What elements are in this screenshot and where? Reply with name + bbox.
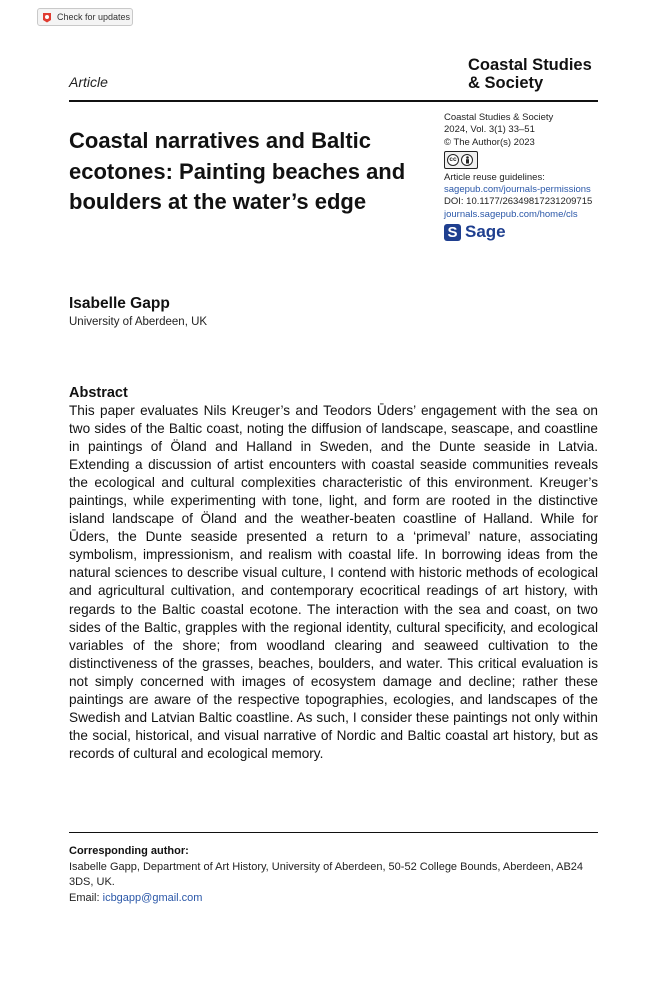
journal-brand-line-2: & Society [468,74,544,92]
meta-copyright: © The Author(s) 2023 [444,136,535,148]
sage-logo [444,224,614,241]
crossmark-icon [42,12,52,23]
author-name: Isabelle Gapp [69,295,170,312]
article-metadata [444,112,614,241]
footnote-divider [69,832,598,833]
corresponding-author [69,844,598,906]
abstract-heading: Abstract [69,385,128,401]
article-title: Coastal narratives and Baltic ecotones: Painting beaches and boulders at the water’s edge [69,128,406,214]
reuse-guidelines-link[interactable]: sagepub.com/journals-permissions [444,184,591,196]
journal-brand [468,56,608,92]
by-icon [461,154,473,166]
journal-home-link[interactable]: journals.sagepub.com/home/cls [444,208,578,220]
sage-s-icon: S [444,224,461,241]
cc-icon: cc [447,154,459,166]
meta-doi[interactable]: DOI: 10.1177/26349817231209715 [444,196,593,208]
journal-brand-line-1: Coastal Studies [468,56,592,74]
meta-citation: 2024, Vol. 3(1) 33–51 [444,124,535,136]
check-for-updates-button[interactable] [37,8,133,26]
article-type-label: Article [69,74,108,90]
email-label: Email: [69,891,100,904]
check-for-updates-label: Check for updates [57,12,131,22]
email-link[interactable]: icbgapp@gmail.com [102,891,203,904]
meta-journal: Coastal Studies & Society [444,112,554,123]
meta-reuse-label: Article reuse guidelines: [444,171,545,183]
corresponding-heading: Corresponding author: [69,845,189,857]
corresponding-address: Isabelle Gapp, Department of Art History, University of Aberdeen, 50-52 College Bounds, Aberdeen, AB24 3DS, UK. [69,860,584,888]
author-affiliation: University of Aberdeen, UK [69,316,208,328]
corresponding-email-row [69,891,598,907]
abstract-text: This paper evaluates Nils Kreuger’s and Teodors Ūders’ engagement with the sea on two sides of the Baltic coast, noting the diffusion of landscape, seascape, and coastline in paintings of Öland and Halland in Sweden, and the Dunte seaside in Latvia. Extending a discussion of artist encounters with coastal seaside communities reveals the ecological and cultural complexities characteristic of this environment. Kreuger’s paintings, while experimenting with tone, light, and form are rooted in the distinctive island landscape of Öland and the weather-beaten coastline of Halland. While for Ūders, the Dunte seaside presented a return to a ‘primeval’ nature, associating symbolism, impressionism, and realism with coastal life. In borrowing ideas from the natural sciences to describe visual culture, I contend with historic methods of ecological and agricultural cultivation, and contemporary ecocritical readings of art history, with regards to the Baltic coastal ecotone. The interaction with the sea and coast, on two sides of the Baltic, grapples with the regional identity, cultural specificity, and ecological variables of the shore; from woodland clearing and seaweed cultivation to the distinctiveness of the grasses, beaches, boulders, and water. This critical evaluation is not simply concerned with images of ecosystem damage and decline; rather these paintings are aware of the respective topographies, ecologies, and landscapes of the Swedish and Latvian Baltic coastline. As such, I consider these paintings not only within the social, historical, and visual narrative of Nordic and Baltic coastal art history, but as records of cultural and ecological memory. [69,403,598,761]
sage-wordmark: Sage [465,222,506,242]
header-divider [69,100,598,102]
cc-license-badge[interactable] [444,151,478,169]
